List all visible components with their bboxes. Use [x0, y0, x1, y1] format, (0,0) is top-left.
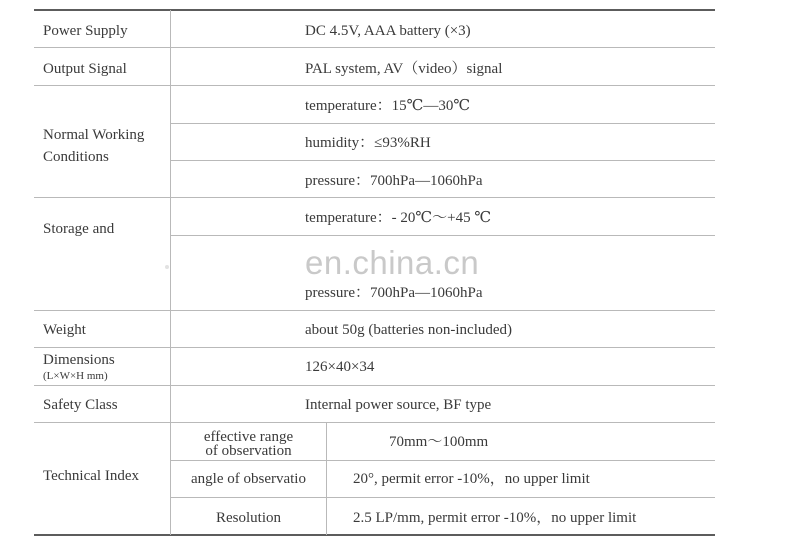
watermark-text: en.china.cn [305, 244, 480, 281]
row-divider [171, 497, 715, 498]
weight-value: about 50g (batteries non-included) [305, 322, 513, 338]
resolution-label: Resolution [215, 510, 281, 526]
output-signal-label: Output Signal [43, 61, 127, 77]
resolution-value: 2.5 LP/mm, permit error -10%，no upper limit [353, 510, 637, 526]
storage-temperature-value: temperature：- 20℃～+45 ℃ [305, 210, 492, 226]
dimensions-value: 126×40×34 [305, 359, 375, 375]
safety-class-value: Internal power source, BF type [305, 397, 492, 413]
technical-index-label: Technical Index [43, 468, 139, 484]
output-signal-value: PAL system, AV（video）signal [305, 61, 503, 77]
normal-pressure-value: pressure：700hPa—1060hPa [305, 173, 483, 189]
row-divider [34, 197, 715, 198]
row-divider [34, 47, 715, 48]
row-divider [34, 385, 715, 386]
angle-of-observation-label: angle of observatio [191, 471, 306, 487]
row-divider [171, 235, 715, 236]
normal-conditions-label-line2: Conditions [43, 149, 109, 165]
weight-label: Weight [43, 322, 86, 338]
dimensions-label: Dimensions [43, 352, 115, 368]
row-divider [171, 160, 715, 161]
power-supply-value: DC 4.5V, AAA battery (×3) [305, 23, 471, 39]
row-divider [171, 460, 715, 461]
row-divider [34, 310, 715, 311]
effective-range-value: 70mm～100mm [389, 434, 489, 450]
safety-class-label: Safety Class [43, 397, 118, 413]
storage-label: Storage and [43, 221, 115, 237]
effective-range-label-line1: effective range [203, 429, 294, 445]
angle-of-observation-value: 20°, permit error -10%，no upper limit [353, 471, 590, 487]
row-divider [34, 85, 715, 86]
dimensions-sublabel: (L×W×H mm) [43, 370, 108, 382]
storage-pressure-value: pressure：700hPa—1060hPa [305, 285, 483, 301]
table-bottom-border [34, 534, 715, 536]
row-divider [34, 422, 715, 423]
row-divider [171, 123, 715, 124]
normal-temperature-value: temperature：15℃—30℃ [305, 98, 471, 114]
normal-conditions-label-line1: Normal Working [43, 127, 145, 143]
table-top-border [34, 9, 715, 11]
effective-range-label-line2: of observation [205, 443, 292, 459]
normal-humidity-value: humidity：≤93%RH [305, 135, 431, 151]
row-divider [34, 347, 715, 348]
column-divider [326, 423, 327, 535]
power-supply-label: Power Supply [43, 23, 128, 39]
dot-mark [165, 265, 169, 269]
